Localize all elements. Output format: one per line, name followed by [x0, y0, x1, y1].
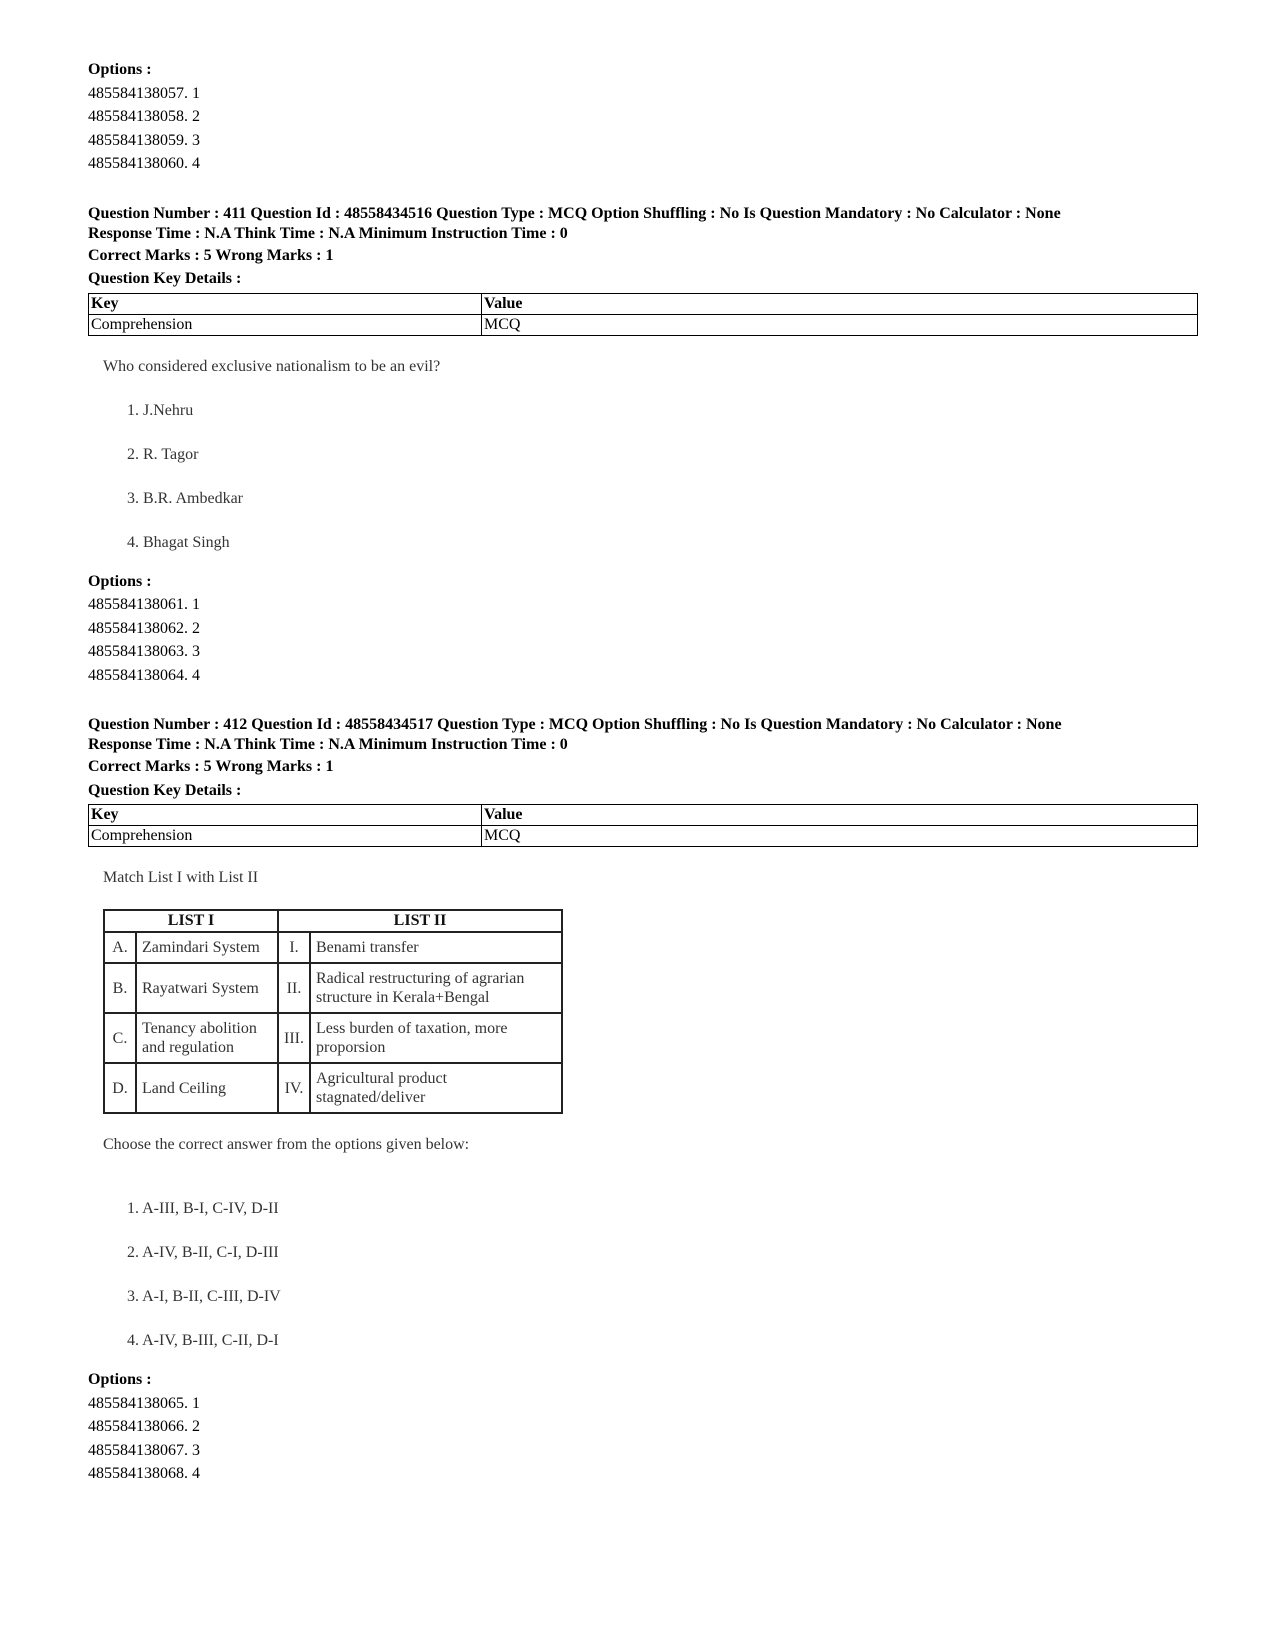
choice-item: 4. Bhagat Singh — [127, 533, 230, 551]
key-header: Key — [89, 293, 482, 314]
question-text: Match List I with List II — [103, 869, 259, 886]
key-details-table — [88, 293, 1198, 336]
value-header: Value — [482, 805, 1198, 826]
option-item: 485584138058. 2 — [88, 108, 200, 125]
question-header — [88, 204, 1198, 291]
list2-numeral: III. — [278, 1013, 310, 1063]
option-item: 485584138064. 4 — [88, 666, 200, 684]
table-row — [89, 293, 1198, 314]
list1-letter: D. — [104, 1063, 136, 1113]
table-row — [104, 932, 562, 963]
question-header — [88, 715, 1198, 802]
table-row — [89, 826, 1198, 847]
table-row — [104, 1013, 562, 1063]
list2-header: LIST II — [278, 910, 562, 932]
question-meta-line2: Response Time : N.A Think Time : N.A Minimum Instruction Time : 0 — [88, 224, 568, 242]
question-411 — [88, 204, 1198, 688]
value-cell: MCQ — [482, 314, 1198, 335]
key-cell: Comprehension — [89, 826, 482, 847]
choice-item: 3. A-I, B-II, C-III, D-IV — [127, 1288, 281, 1305]
choice-item: 4. A-IV, B-III, C-II, D-I — [127, 1332, 279, 1349]
options-label: Options : — [88, 572, 152, 590]
option-item: 485584138066. 2 — [88, 1418, 200, 1435]
table-row — [104, 963, 562, 1013]
question-marks: Correct Marks : 5 Wrong Marks : 1 — [88, 246, 334, 264]
option-item: 485584138065. 1 — [88, 1394, 200, 1412]
choice-list — [103, 1196, 1198, 1354]
list1-text: Rayatwari System — [136, 963, 278, 1013]
question-text: Who considered exclusive nationalism to be an evil? — [103, 357, 441, 375]
option-item: 485584138057. 1 — [88, 84, 200, 102]
list2-numeral: IV. — [278, 1063, 310, 1113]
question-body — [88, 865, 1198, 1354]
choice-item: 2. R. Tagor — [127, 445, 199, 463]
option-item: 485584138067. 3 — [88, 1441, 200, 1459]
list1-header: LIST I — [104, 910, 278, 932]
question-meta-line1: Question Number : 411 Question Id : 48558434516 Question Type : MCQ Option Shuffling : No Is Question Mandatory : No Calculator : None — [88, 204, 1061, 222]
key-cell: Comprehension — [89, 314, 482, 335]
key-details-table — [88, 804, 1198, 847]
list1-text: Land Ceiling — [136, 1063, 278, 1113]
options-label: Options : — [88, 61, 152, 78]
choice-item: 2. A-IV, B-II, C-I, D-III — [127, 1244, 279, 1261]
option-item: 485584138068. 4 — [88, 1465, 200, 1482]
list2-numeral: I. — [278, 932, 310, 963]
list1-letter: A. — [104, 932, 136, 963]
table-header-row — [104, 910, 562, 932]
choice-item: 1. A-III, B-I, C-IV, D-II — [127, 1200, 279, 1217]
option-item: 485584138063. 3 — [88, 643, 200, 660]
key-details-label: Question Key Details : — [88, 270, 242, 287]
table-row — [104, 1063, 562, 1113]
question-body — [103, 354, 1198, 556]
list2-text: Less burden of taxation, more proporsion — [310, 1013, 562, 1063]
options-block — [88, 570, 1198, 688]
option-item: 485584138060. 4 — [88, 155, 200, 172]
question-meta-line1: Question Number : 412 Question Id : 48558434517 Question Type : MCQ Option Shuffling : No Is Question Mandatory : No Calculator : None — [88, 716, 1062, 733]
question-412 — [88, 715, 1198, 1486]
table-row — [89, 805, 1198, 826]
match-table — [103, 909, 563, 1114]
list1-letter: B. — [104, 963, 136, 1013]
list2-numeral: II. — [278, 963, 310, 1013]
question-meta-line2: Response Time : N.A Think Time : N.A Minimum Instruction Time : 0 — [88, 736, 568, 753]
options-block-410 — [88, 58, 1198, 176]
question-marks: Correct Marks : 5 Wrong Marks : 1 — [88, 758, 334, 775]
list1-text: Tenancy abolition and regulation — [136, 1013, 278, 1063]
list2-text: Radical restructuring of agrarian structure in Kerala+Bengal — [310, 963, 562, 1013]
instruction-text: Choose the correct answer from the options given below: — [103, 1136, 470, 1153]
list2-text: Agricultural product stagnated/deliver — [310, 1063, 562, 1113]
list1-text: Zamindari System — [136, 932, 278, 963]
key-details-label: Question Key Details : — [88, 781, 242, 799]
value-cell: MCQ — [482, 826, 1198, 847]
option-item: 485584138062. 2 — [88, 619, 200, 637]
options-label: Options : — [88, 1371, 152, 1388]
choice-item: 3. B.R. Ambedkar — [127, 489, 243, 507]
option-item: 485584138061. 1 — [88, 596, 200, 613]
key-header: Key — [89, 805, 482, 826]
choice-list — [103, 398, 1198, 556]
list1-letter: C. — [104, 1013, 136, 1063]
question-paper-page — [88, 58, 1198, 1486]
option-item: 485584138059. 3 — [88, 131, 200, 149]
options-block — [88, 1368, 1198, 1486]
choice-item: 1. J.Nehru — [127, 401, 194, 419]
list2-text: Benami transfer — [310, 932, 562, 963]
table-row — [89, 314, 1198, 335]
value-header: Value — [482, 293, 1198, 314]
